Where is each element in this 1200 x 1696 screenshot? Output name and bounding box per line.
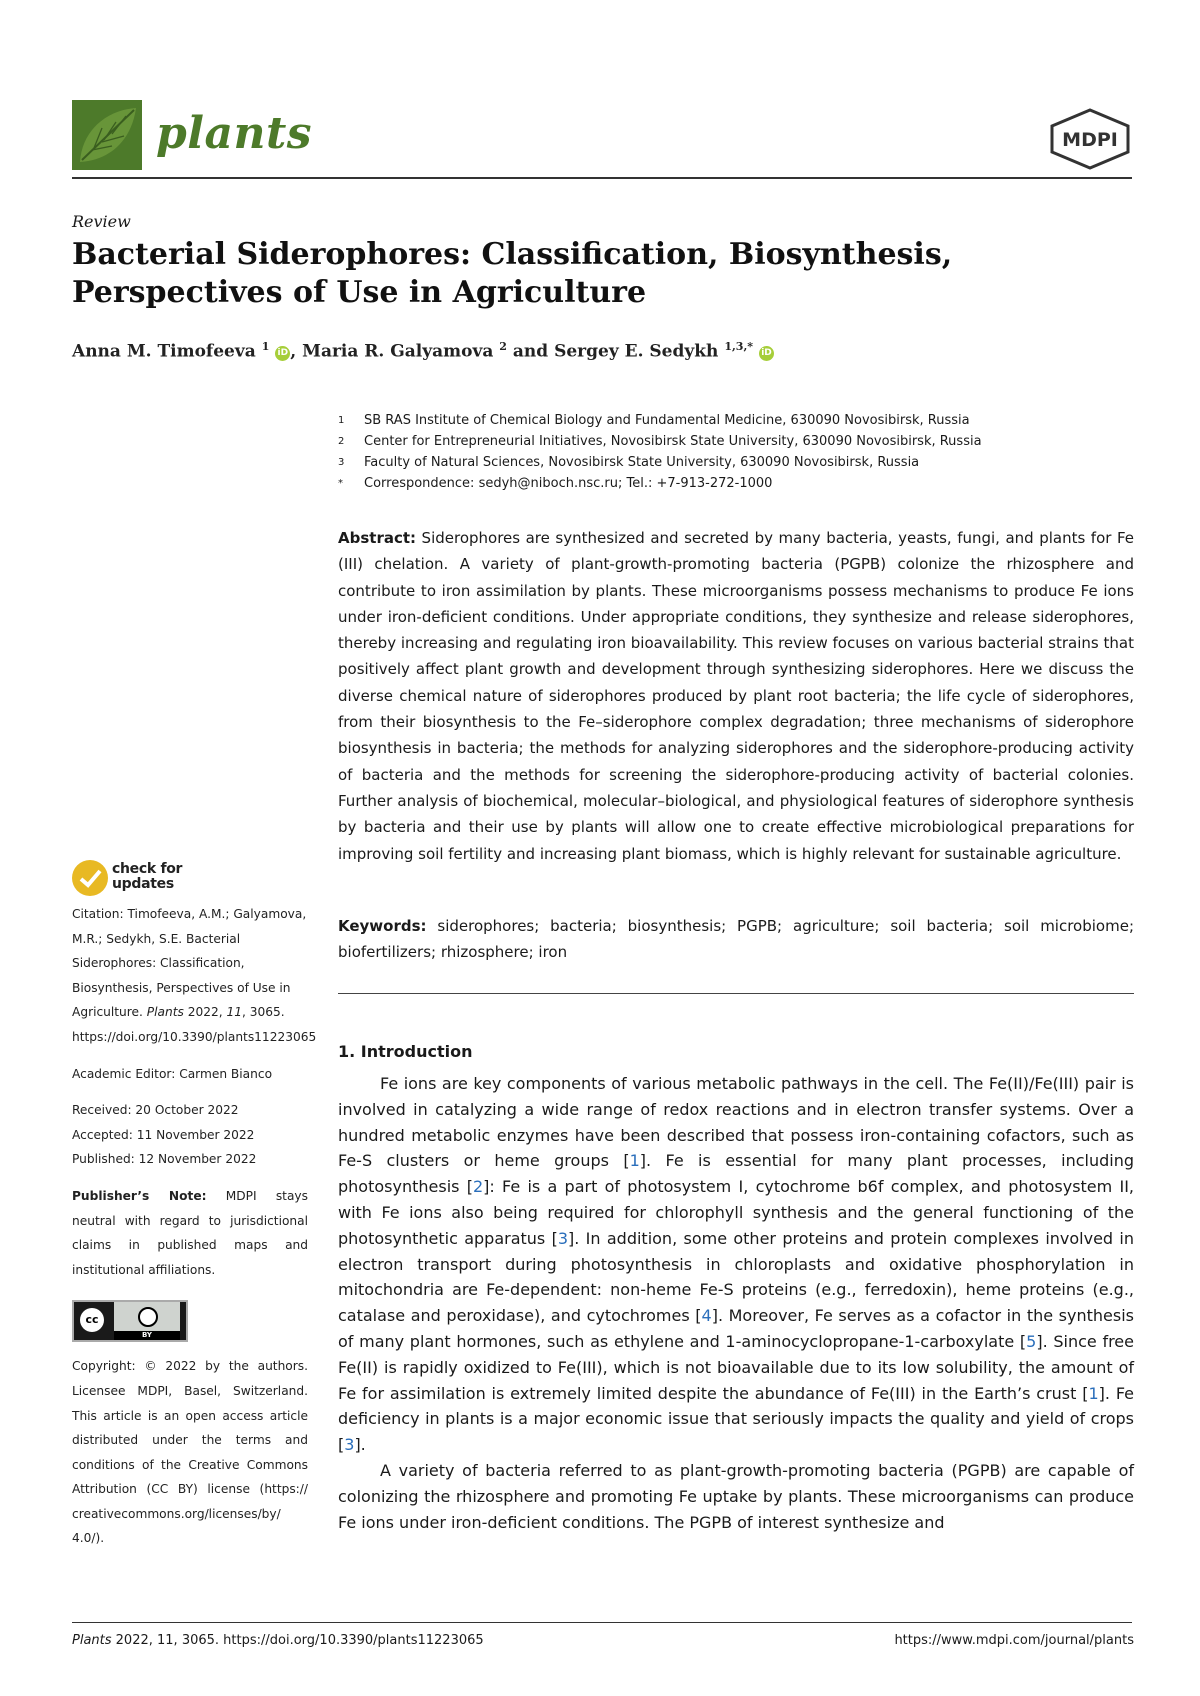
citation-link[interactable]: 1 <box>1088 1383 1099 1403</box>
check-updates-label <box>112 862 182 892</box>
citation-volume: 11 <box>226 1005 242 1020</box>
footer-journal: Plants <box>72 1633 112 1648</box>
publisher-name: MDPI <box>1062 129 1118 151</box>
affiliation-mark: 3 <box>338 457 345 468</box>
title-line-2: Perspectives of Use in Agriculture <box>72 275 647 310</box>
cc-by-license-badge[interactable] <box>72 1300 188 1342</box>
article-title <box>72 236 972 312</box>
publishers-note <box>72 1184 308 1282</box>
author-affiliation-mark: 1 <box>261 340 270 353</box>
footer-citation <box>72 1633 484 1648</box>
paragraph-text: ]. Moreover, Fe serves as a cofactor in the synthesis of many plant hormones, such as ethylene and 1-aminocyclopropane-1-carboxylate [ <box>338 1306 1135 1351</box>
affiliation-row <box>338 410 1138 431</box>
affiliation-row <box>338 431 1138 452</box>
mdpi-logo-icon <box>1048 108 1132 170</box>
keywords-text: siderophores; bacteria; biosynthesis; PGPB; agriculture; soil bacteria; soil microbiome; biofertilizers; rhizosphere; iron <box>338 917 1134 961</box>
citation-journal: Plants <box>146 1005 184 1020</box>
author-affiliation-mark: 1,3,* <box>724 340 754 353</box>
abstract-text: Siderophores are synthesized and secreted by many bacteria, yeasts, fungi, and plants for Fe (III) chelation. A variety of plant-growth-promoting bacteria (PGPB) colonize the rhizosphere and contribute to iron assimilation by plants. These microorganisms possess mechanisms to produce Fe ions under iron-deficient conditions. Under appropriate conditions, they synthesize and release siderophores, thereby increasing and regulating iron bioavailability. This review focuses on various bacterial strains that positively affect plant growth and development through synthesizing siderophores. Here we discuss the diverse chemical nature of siderophores produced by plant root bacteria; the life cycle of siderophores, from their biosynthesis to the Fe–siderophore complex degradation; three mechanisms of siderophore biosynthesis in bacteria; the methods for analyzing siderophores and the siderophore-producing activity of bacteria and the methods for screening the siderophore-producing activity of bacterial colonies. Further analysis of biochemical, molecular–biological, and physiological features of siderophore synthesis by bacteria and their use by plants will allow one to create effective microbiological preparations for improving soil fertility and increasing plant biomass, which is highly relevant for sustainable agriculture. <box>338 529 1134 863</box>
citation-link[interactable]: 3 <box>557 1228 569 1248</box>
introduction-body <box>338 1071 1134 1535</box>
citation-link[interactable]: 4 <box>701 1306 712 1326</box>
journal-name: plants <box>156 108 313 159</box>
paragraph-text: Fe ions are key components of various metabolic pathways in the cell. The Fe(II)/Fe(III) pair is involved in catalyzing a wide range of redox reactions and in electron transfer systems. Over a hundred metabolic enzymes have been described that possess iron-containing cofactors, such as Fe-S clusters or heme groups [ <box>338 1074 1134 1171</box>
check-updates-line: updates <box>112 876 174 892</box>
citation-doi[interactable]: , 3065. https://doi.org/10.3390/plants11223065 <box>72 1005 317 1044</box>
abstract <box>338 525 1134 867</box>
author-list <box>72 340 774 362</box>
sidebar <box>72 902 317 1551</box>
orcid-icon[interactable]: iD <box>275 346 290 361</box>
publishers-note-text: MDPI stays neutral with regard to jurisdictional claims in published maps and institutional affiliations. <box>72 1188 308 1277</box>
citation-block <box>72 902 317 1050</box>
publishers-note-label: Publisher’s Note: <box>72 1188 207 1203</box>
check-updates-line: check for <box>112 861 183 877</box>
title-line-1: Bacterial Siderophores: Classification, Biosynthesis, <box>72 237 953 272</box>
by-label: BY <box>114 1331 180 1340</box>
received-date: Received: 20 October 2022 <box>72 1103 239 1118</box>
citation-link[interactable]: 1 <box>629 1151 640 1171</box>
correspondence-row <box>338 473 1138 494</box>
author-affiliation-mark: 2 <box>499 340 507 353</box>
paragraph <box>338 1071 1134 1458</box>
creative-commons-icon: cc <box>80 1308 104 1332</box>
paragraph-text: ]. Fe deficiency in plants is a major economic issue that seriously impacts the quality and yield of crops [ <box>338 1383 1135 1455</box>
section-heading-introduction: 1. Introduction <box>338 1042 473 1061</box>
affiliations <box>338 410 1138 494</box>
leaf-icon <box>72 100 142 170</box>
affiliation-text: SB RAS Institute of Chemical Biology and Fundamental Medicine, 630090 Novosibirsk, Russia <box>364 413 970 428</box>
citation-label: Citation: <box>72 907 124 921</box>
journal-logo <box>72 100 142 170</box>
section-divider <box>338 993 1134 994</box>
paragraph-text: ]: Fe is a part of photosystem I, cytochrome b6f complex, and photosystem II, with Fe ions also being required for chlorophyll synthesis and the general functioning of the photosynthetic apparatus [ <box>338 1177 1135 1248</box>
author-separator: , <box>290 341 303 362</box>
footer-divider <box>72 1622 1132 1623</box>
publisher-logo <box>1048 108 1132 170</box>
paragraph-text: ]. <box>354 1435 366 1455</box>
citation-link[interactable]: 3 <box>344 1435 355 1455</box>
author-separator: and <box>506 341 555 362</box>
affiliation-mark: 2 <box>338 436 345 447</box>
affiliation-text: Center for Entrepreneurial Initiatives, Novosibirsk State University, 630090 Novosibirsk, Russia <box>364 434 982 449</box>
citation-link[interactable]: 5 <box>1026 1331 1037 1351</box>
header-divider <box>72 177 1132 179</box>
footer-doi[interactable]: 2022, 11, 3065. https://doi.org/10.3390/plants11223065 <box>111 1633 484 1648</box>
attribution-icon <box>114 1302 180 1340</box>
copyright-notice: Copyright: © 2022 by the authors. Licensee MDPI, Basel, Switzerland. This article is an open access article distributed under the terms and conditions of the Creative Commons Attribution (CC BY) license (https:// creativecommons.org/licenses/by/ 4.0/). <box>72 1359 308 1546</box>
author-name[interactable]: Anna M. Timofeeva <box>72 341 256 362</box>
citation-text: Timofeeva, A.M.; Galyamova, M.R.; Sedykh, S.E. Bacterial Siderophores: Classification, Biosynthesis, Perspectives of Use in Agriculture. <box>72 907 307 1020</box>
abstract-label: Abstract: <box>338 529 417 547</box>
paragraph: A variety of bacteria referred to as plant-growth-promoting bacteria (PGPB) are capable of colonizing the rhizosphere and promoting Fe uptake by plants. These microorganisms can produce Fe ions under iron-deficient conditions. The PGPB of interest synthesize and <box>338 1460 1134 1532</box>
keywords <box>338 913 1134 965</box>
keywords-label: Keywords: <box>338 917 427 935</box>
paragraph-text: ]. Since free Fe(II) is rapidly oxidized to Fe(III), which is not bioavailable due to its low solubility, the amount of Fe for assimilation is extremely limited despite the abundance of Fe(III) in the Earth’s crust [ <box>338 1331 1134 1403</box>
author-name[interactable]: Maria R. Galyamova <box>302 341 494 362</box>
affiliation-row <box>338 452 1138 473</box>
paragraph-text: ]. Fe is essential for many plant processes, including photosynthesis [ <box>338 1151 1135 1197</box>
accepted-date: Accepted: 11 November 2022 <box>72 1127 255 1142</box>
paragraph-text: ]. In addition, some other proteins and protein complexes involved in electron transport during photosynthesis in chloroplasts and oxidative phosphorylation in mitochondria are Fe-dependent: non-heme Fe-S proteins (e.g., ferredoxin), heme proteins (e.g., catalase and peroxidase), and cytochromes [ <box>338 1228 1134 1326</box>
correspondence-mark: * <box>338 478 343 489</box>
orcid-icon[interactable]: iD <box>759 346 774 361</box>
citation-link[interactable]: 2 <box>472 1177 484 1197</box>
checkmark-icon <box>72 860 108 896</box>
published-date: Published: 12 November 2022 <box>72 1152 257 1167</box>
citation-year: 2022, <box>183 1005 227 1020</box>
affiliation-text: Faculty of Natural Sciences, Novosibirsk State University, 630090 Novosibirsk, Russia <box>364 455 920 470</box>
academic-editor: Academic Editor: Carmen Bianco <box>72 1066 273 1081</box>
affiliation-mark: 1 <box>338 415 345 426</box>
author-name[interactable]: Sergey E. Sedykh <box>554 341 719 362</box>
correspondence-text[interactable]: Correspondence: sedyh@niboch.nsc.ru; Tel.: +7-913-272-1000 <box>364 476 773 491</box>
check-for-updates-button[interactable] <box>72 860 192 896</box>
article-type: Review <box>72 212 131 231</box>
footer-journal-url[interactable]: https://www.mdpi.com/journal/plants <box>894 1633 1134 1648</box>
